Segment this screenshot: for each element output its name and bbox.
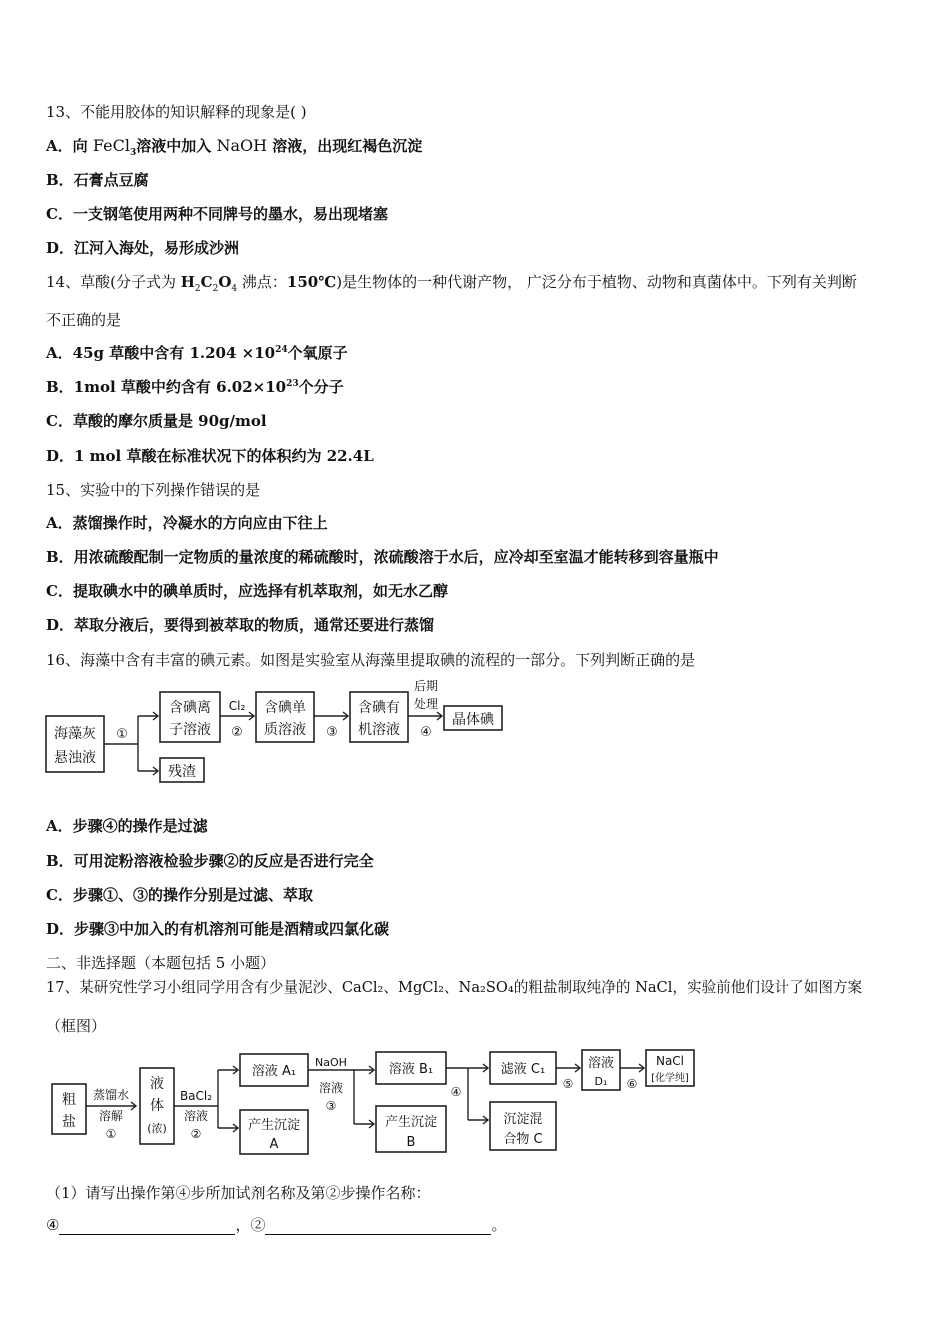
step4-label: ④ [420, 725, 432, 740]
q16-option-b: B．可用淀粉溶液检验步骤②的反应是否进行完全 [46, 852, 374, 870]
box-iodine-l2: 质溶液 [264, 722, 306, 738]
q14-option-c: C．草酸的摩尔质量是 90g/mol [46, 412, 267, 430]
q14-stem-line2: 不正确的是 [46, 311, 122, 329]
q14-option-b: B．1mol 草酸中约含有 $6.02\times 10^{23}$个分子 [46, 378, 344, 396]
precipitate-mix-l2: 合物 C [503, 1132, 543, 1147]
step2-label: ② [231, 725, 243, 740]
answer-label-4: ④ [46, 1216, 60, 1234]
crude-salt-l2: 盐 [62, 1114, 76, 1130]
chlorine-label: Cl₂ [228, 699, 246, 713]
q14-option-a: A．45g 草酸中含有 $1.204 \times 10^{24}$个氧原子 [46, 344, 348, 362]
step1-label: ① [116, 727, 128, 742]
q17-stem-line2: （框图） [46, 1017, 107, 1035]
filtrate-c1-label: 滤液 C₁ [500, 1062, 546, 1077]
precipitate-a-l2: A [269, 1137, 279, 1152]
q17-step5-label: ⑤ [562, 1077, 574, 1091]
solution-d1-l2: D₁ [594, 1075, 608, 1088]
q13-option-c: C．一支钢笔使用两种不同牌号的墨水，易出现堵塞 [46, 205, 388, 223]
q17-subquestion-1: （1）请写出操作第④步所加试剂名称及第②步操作名称： [46, 1184, 431, 1202]
chemical-pure-label: [化学纯] [651, 1073, 689, 1084]
naoh-label: NaOH [315, 1056, 347, 1069]
q13-stem: 13、不能用胶体的知识解释的现象是( ) [46, 103, 307, 121]
bacl2-solution-label: 溶液 [183, 1109, 209, 1123]
box-seaweed-ash-l2: 悬浊液 [54, 750, 96, 766]
q16-option-d: D．步骤③中加入的有机溶剂可能是酒精或四氯化碳 [46, 920, 390, 938]
distilled-water-label: 蒸馏水 [92, 1088, 130, 1102]
box-organic-l1: 含碘有 [358, 700, 400, 716]
q16-option-a: A．步骤④的操作是过滤 [46, 817, 208, 835]
q14-option-d: D．1 mol 草酸在标准状况下的体积约为 22.4L [46, 447, 374, 465]
q17-answer-line: ④ ，② 。 [46, 1216, 507, 1234]
step3-label: ③ [326, 725, 338, 740]
late-treatment-l1: 后期 [413, 679, 439, 693]
solution-d1-l1: 溶液 [587, 1056, 615, 1071]
q17-step2-label: ② [190, 1127, 202, 1141]
naoh-solution-label: 溶液 [318, 1081, 344, 1095]
nacl-label: NaCl [655, 1054, 685, 1068]
q17-step4-label: ④ [450, 1085, 462, 1099]
q15-option-a: A．蒸馏操作时，冷凝水的方向应由下往上 [46, 514, 328, 532]
crude-salt-l1: 粗 [62, 1092, 76, 1108]
box-iodine-crystal-label: 晶体碘 [452, 712, 494, 728]
box-seaweed-ash-l1: 海藻灰 [54, 726, 96, 742]
salt-purification-flowchart [48, 1044, 708, 1162]
q17-step3-label: ③ [325, 1099, 337, 1113]
q13-option-d: D．江河入海处，易形成沙洲 [46, 239, 240, 257]
box-residue-label: 残渣 [168, 764, 196, 780]
precipitate-b-l1: 产生沉淀 [384, 1115, 438, 1130]
box-organic-l2: 机溶液 [358, 722, 400, 738]
seaweed-iodine-flowchart [40, 676, 520, 788]
box-iodide-l1: 含碘离 [169, 700, 211, 716]
precipitate-a-l1: 产生沉淀 [247, 1118, 301, 1133]
q17-step6-label: ⑥ [626, 1077, 638, 1091]
q16-option-c: C．步骤①、③的操作分别是过滤、萃取 [46, 886, 313, 904]
box-iodide-l2: 子溶液 [169, 722, 211, 738]
q14-stem: 14、草酸(分子式为 $H_2C_2O_4$ 沸点：150℃)是生物体的一种代谢产物， 广泛分布于植物、动物和真菌体中。下列有关判断 [46, 273, 857, 294]
late-treatment-l2: 处理 [413, 697, 439, 711]
liquid-l2: 体 [150, 1098, 164, 1114]
solution-b1-label: 溶液 B₁ [388, 1062, 434, 1077]
q17-stem: 17、某研究性学习小组同学用含有少量泥沙、CaCl₂、MgCl₂、Na₂SO₄的粗盐制取纯净的 NaCl，实验前他们设计了如图方案 [46, 979, 863, 996]
answer-label-2: ，② [235, 1216, 266, 1234]
q15-option-c: C．提取碘水中的碘单质时，应选择有机萃取剂，如无水乙醇 [46, 582, 448, 600]
answer-blank-4[interactable] [59, 1219, 235, 1235]
solution-a1-label: 溶液 A₁ [251, 1064, 297, 1079]
answer-blank-2[interactable] [265, 1219, 491, 1235]
box-iodine-l1: 含碘单 [264, 700, 306, 716]
bacl2-label: BaCl₂ [179, 1089, 213, 1103]
section-2-heading: 二、非选择题（本题包括 5 小题） [46, 954, 276, 972]
q17-step1-label: ① [105, 1127, 117, 1141]
dissolve-label: 溶解 [98, 1109, 124, 1123]
liquid-l1: 液 [150, 1076, 164, 1092]
precipitate-b-l2: B [406, 1135, 416, 1150]
q15-stem: 15、实验中的下列操作错误的是 [46, 481, 261, 499]
q16-stem: 16、海藻中含有丰富的碘元素。如图是实验室从海藻里提取碘的流程的一部分。下列判断正确的是 [46, 651, 696, 669]
q15-option-b: B．用浓硫酸配制一定物质的量浓度的稀硫酸时，浓硫酸溶于水后，应冷却至室温才能转移到容量瓶中 [46, 548, 719, 566]
precipitate-mix-l1: 沉淀混 [503, 1112, 543, 1127]
q15-option-d: D．萃取分液后，要得到被萃取的物质，通常还要进行蒸馏 [46, 616, 435, 634]
liquid-l3: (浓) [147, 1122, 167, 1135]
q13-option-b: B．石膏点豆腐 [46, 171, 149, 189]
q13-option-a: A．向 FeCl$_3$溶液中加入 NaOH 溶液，出现红褐色沉淀 [46, 136, 423, 158]
